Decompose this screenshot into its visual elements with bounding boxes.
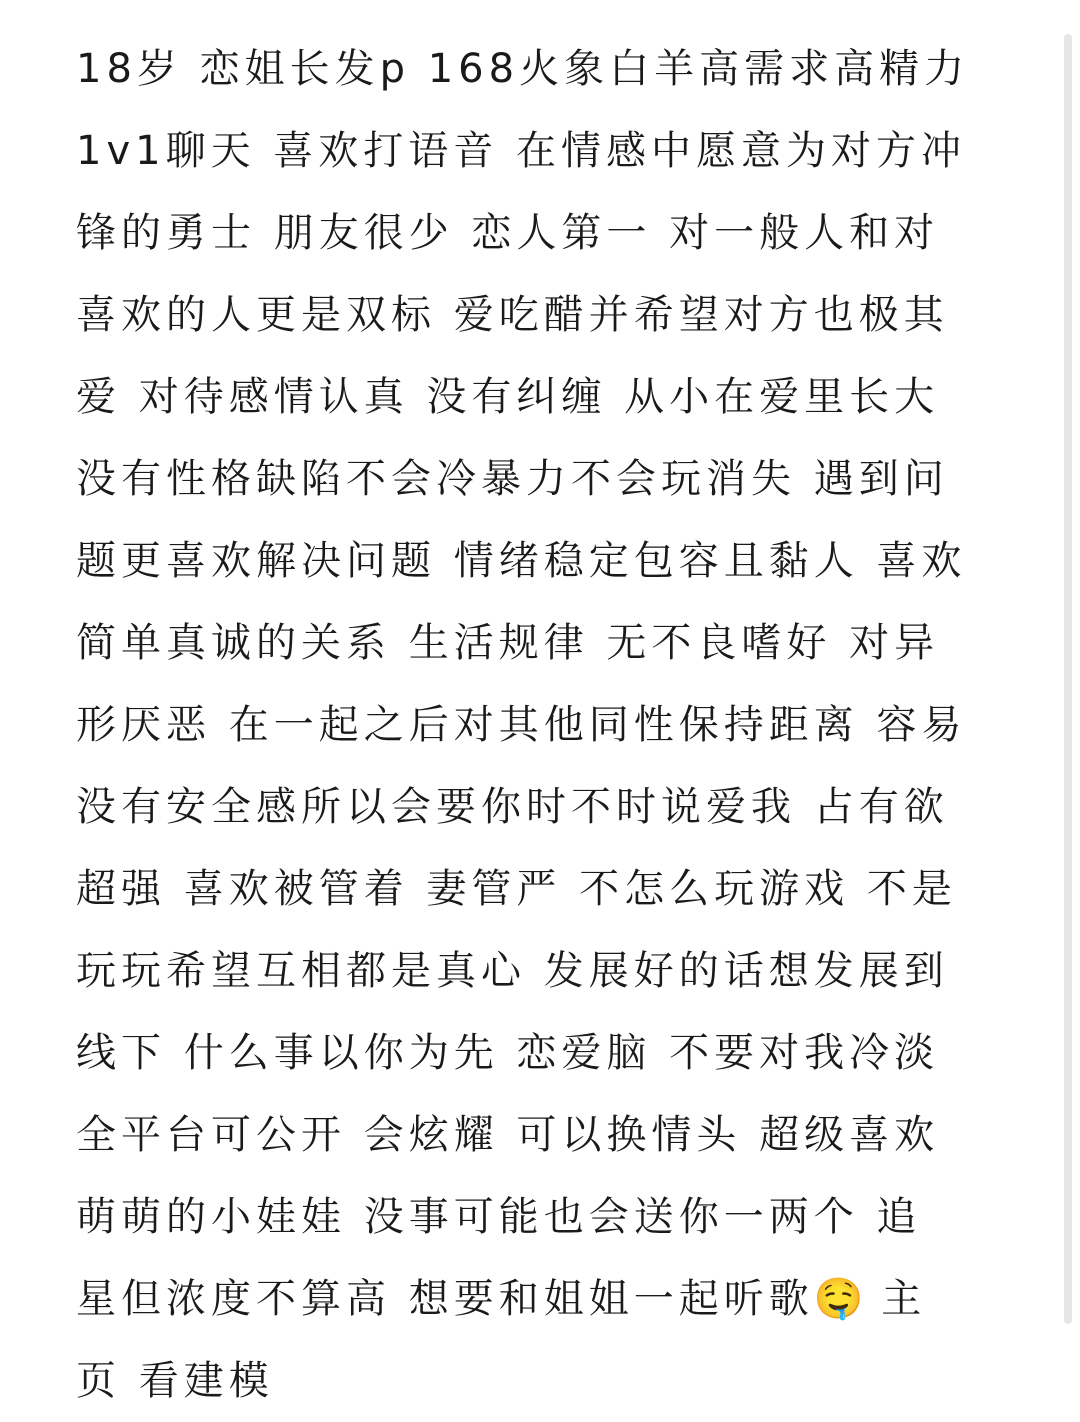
- scrollbar[interactable]: [1064, 34, 1072, 1324]
- note-line-16-text: 星但浓度不算高 想要和姐姐一起听歌: [76, 1276, 814, 1322]
- note-line-7: 题更喜欢解决问题 情绪稳定包容且黏人 喜欢: [76, 538, 967, 584]
- note-line-14: 全平台可公开 会炫耀 可以换情头 超级喜欢: [76, 1112, 940, 1158]
- note-line-6: 没有性格缺陷不会冷暴力不会玩消失 遇到问: [76, 456, 949, 502]
- note-line-15: 萌萌的小娃娃 没事可能也会送你一两个 追: [76, 1194, 922, 1240]
- note-line-11: 超强 喜欢被管着 妻管严 不怎么玩游戏 不是: [76, 866, 957, 912]
- note-line-1: 18岁 恋姐长发p 168火象白羊高需求高精力: [76, 46, 970, 92]
- note-line-16: [76, 1258, 1016, 1340]
- note-line-8: 简单真诚的关系 生活规律 无不良嗜好 对异: [76, 620, 940, 666]
- note-line-13: 线下 什么事以你为先 恋爱脑 不要对我冷淡: [76, 1030, 940, 1076]
- note-line-3: 锋的勇士 朋友很少 恋人第一 对一般人和对: [76, 210, 940, 256]
- note-line-5: 爱 对待感情认真 没有纠缠 从小在爱里长大: [76, 374, 940, 420]
- drooling-face-emoji-icon: 🤤: [813, 1276, 864, 1322]
- note-line-9: 形厌恶 在一起之后对其他同性保持距离 容易: [76, 702, 967, 748]
- note-line-12: 玩玩希望互相都是真心 发展好的话想发展到: [76, 948, 949, 994]
- note-line-17: 页 看建模: [76, 1358, 274, 1404]
- note-line-2: 1v1聊天 喜欢打语音 在情感中愿意为对方冲: [76, 128, 966, 174]
- note-line-4: 喜欢的人更是双标 爱吃醋并希望对方也极其: [76, 292, 949, 338]
- note-line-10: 没有安全感所以会要你时不时说爱我 占有欲: [76, 784, 949, 830]
- note-line-16-tail: 主: [863, 1276, 927, 1322]
- note-text-body: [76, 28, 1016, 1422]
